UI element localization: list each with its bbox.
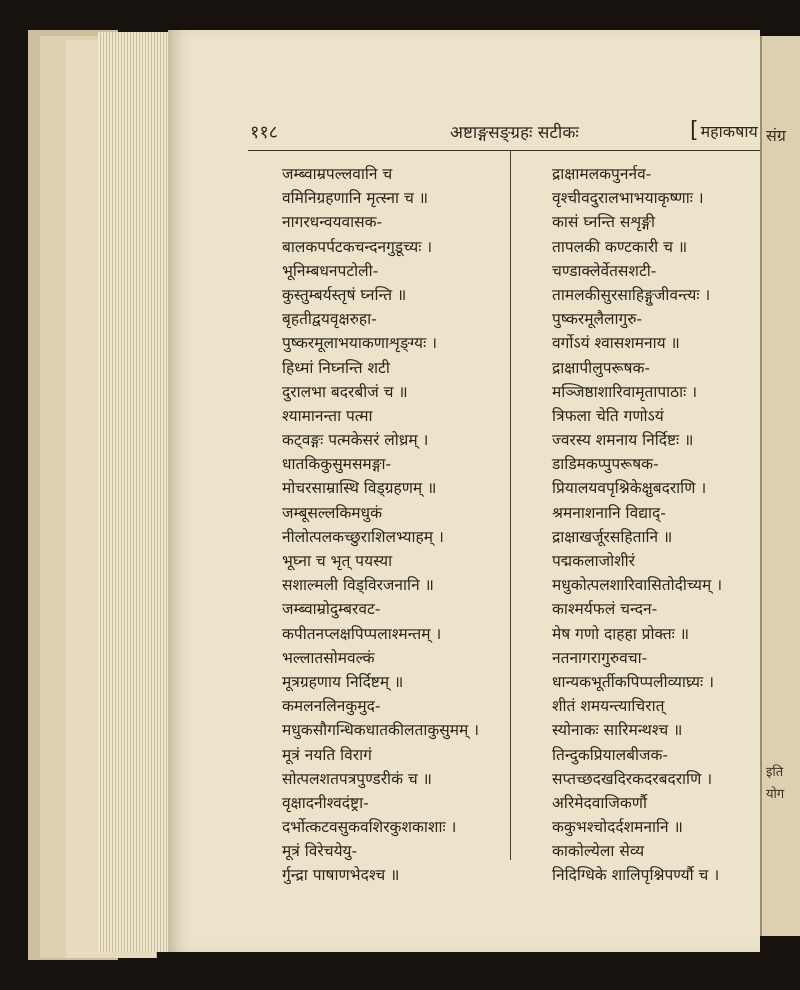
verse-line: धान्यकभूर्तीकपिप्पलीव्याघ्र्यः । xyxy=(552,672,714,691)
verse-line: द्राक्षापीलुपरूषक- xyxy=(552,358,651,377)
verse-line: द्राक्षाखर्जूरसहितानि ॥ xyxy=(552,527,673,546)
verse-line: डाडिमकप्पुपरूषक- xyxy=(552,455,659,474)
verse-line: कुस्तुम्बर्यस्तृषं घ्नन्ति ॥ xyxy=(282,285,407,304)
verse-line: जम्ब्वाम्रपल्लवानि च xyxy=(282,165,393,183)
verse-line: काकोल्येला सेव्य xyxy=(552,842,645,861)
next-page-text-fragment: योग xyxy=(766,787,785,802)
next-page-edge xyxy=(760,36,800,936)
verse-line: र्गुन्द्रा पाषाणभेदश्च ॥ xyxy=(282,866,400,885)
verse-line: भूघ्ना च भृत् पयस्या xyxy=(282,552,393,570)
verse-line: तिन्दुकप्रियालबीजक- xyxy=(552,745,668,764)
verse-line: मूत्रं विरेचयेयु- xyxy=(282,842,358,861)
verse-line: बालकपर्पटकचन्दनगुडूच्यः । xyxy=(282,237,433,256)
verse-line: मञ्जिष्ठाशारिवामृतापाठाः । xyxy=(552,382,698,401)
verse-line: मूत्रग्रहणाय निर्दिष्टम् ॥ xyxy=(282,672,404,691)
verse-line: भल्लातसोमवल्कं xyxy=(282,648,375,667)
verse-line: जम्बूसल्लकिमधुकं xyxy=(282,503,382,522)
verse-line: बृहतीद्वयवृक्षरुहा- xyxy=(282,310,377,329)
verse-line: काश्मर्यफलं चन्दन- xyxy=(552,600,658,619)
verse-line: पद्मकलाजोशीरं xyxy=(552,552,636,570)
verse-line: कमलनलिनकुमुद- xyxy=(282,697,381,716)
bracket-glyph: [ xyxy=(690,118,699,143)
verse-line: जम्ब्वाम्रोदुम्बरवट- xyxy=(282,600,381,619)
verse-line: चण्डाक्लेर्वेतसशटी- xyxy=(552,261,657,280)
verse-line: नीलोत्पलकच्छुराशिलभ्याहम् । xyxy=(282,527,444,546)
verse-line: श्यामानन्ता पत्मा xyxy=(282,406,373,425)
verse-line: हिध्मां निघ्नन्ति शटी xyxy=(282,358,390,377)
verse-line: तापलकी कण्टकारी च ॥ xyxy=(552,237,688,256)
verse-line: वृश्चीवदुरालभाभयाकृष्णाः । xyxy=(552,189,704,208)
verse-line: मूत्रं नयति विरागं xyxy=(282,745,372,764)
column-divider xyxy=(510,150,511,860)
verse-line: सप्तच्छदखदिरकदरबदराणि । xyxy=(552,769,713,788)
verse-line: पुष्करमूलाभयाकणाशृङ्ग्यः । xyxy=(282,334,437,353)
left-verse-column xyxy=(282,162,502,888)
verse-line: ककुभश्चोदर्दशमनानि ॥ xyxy=(552,818,683,837)
verse-line: भूनिम्बधनपटोली- xyxy=(282,261,379,280)
verse-line: मधुकसौगन्धिकधातकीलताकुसुमम् । xyxy=(282,721,480,740)
section-heading-text: महाकषाय xyxy=(700,122,758,141)
verse-line: वर्गोऽयं श्वासशमनाय ॥ xyxy=(552,334,680,353)
next-page-header-fragment: संग्र xyxy=(766,126,786,145)
header-rule xyxy=(248,150,760,151)
verse-line: सशाल्मली विड्विरजनानि ॥ xyxy=(282,576,434,595)
verse-line: धातकिकुसुमसमङ्गा- xyxy=(282,455,392,474)
verse-line: नतनागरागुरुवचा- xyxy=(552,648,648,667)
verse-line: निदिग्धिके शालिपृश्निपर्ण्यौ च । xyxy=(552,866,720,885)
page-header xyxy=(250,118,760,146)
verse-line: वमिनिग्रहणानि मृत्स्ना च ॥ xyxy=(282,189,429,208)
verse-line: श्रमनाशनानि विद्याद्- xyxy=(552,503,666,522)
page-stack xyxy=(98,32,170,952)
verse-line: अरिमेदवाजिकर्णौ xyxy=(552,793,647,812)
verse-line: तामलकीसुरसाहिङ्गुजीवन्त्यः । xyxy=(552,285,711,304)
verse-line: त्रिफला चेति गणोऽयं xyxy=(552,406,664,425)
verse-line: मोचरसाम्रास्थि विड्ग्रहणम् ॥ xyxy=(282,479,437,498)
verse-line: पुष्करमूलैलागुरु- xyxy=(552,310,643,329)
verse-line: प्रियालयवपृश्निकेक्षुबदराणि । xyxy=(552,479,707,498)
verse-line: मेष गणो दाहहा प्रोक्तः ॥ xyxy=(552,624,689,643)
right-verse-column xyxy=(552,162,762,888)
verse-line: वृक्षादनीश्वदंष्ट्रा- xyxy=(282,793,369,812)
verse-line: कासं घ्नन्ति सशृङ्गी xyxy=(552,213,656,232)
verse-line: कपीतनप्लक्षपिप्पलाश्मन्तम् । xyxy=(282,624,442,643)
section-heading xyxy=(690,118,758,143)
verse-line: दुरालभा बदरबीजं च ॥ xyxy=(282,382,408,401)
verse-line: कट्वङ्गः पत्मकेसरं लोध्रम् । xyxy=(282,431,429,450)
running-title: अष्टाङ्गसङ्ग्रहः सटीकः xyxy=(450,123,579,143)
page-number: ११८ xyxy=(250,122,279,143)
verse-line: शीतं शमयन्त्याचिरात् xyxy=(552,697,665,716)
next-page-text-fragment: इति xyxy=(766,765,784,780)
verse-line: दर्भोत्कटवसुकवशिरकुशकाशाः । xyxy=(282,818,457,837)
verse-line: नागरधन्वयवासक- xyxy=(282,213,383,232)
verse-line: मधुकोत्पलशारिवासितोदीच्यम् । xyxy=(552,576,723,595)
verse-line: सोत्पलशतपत्रपुण्डरीकं च ॥ xyxy=(282,769,432,788)
verse-line: द्राक्षामलकपुनर्नव- xyxy=(552,165,652,183)
verse-line: ज्वरस्य शमनाय निर्दिष्टः ॥ xyxy=(552,431,694,450)
verse-line: स्योनाकः सारिमन्थश्च ॥ xyxy=(552,721,683,740)
